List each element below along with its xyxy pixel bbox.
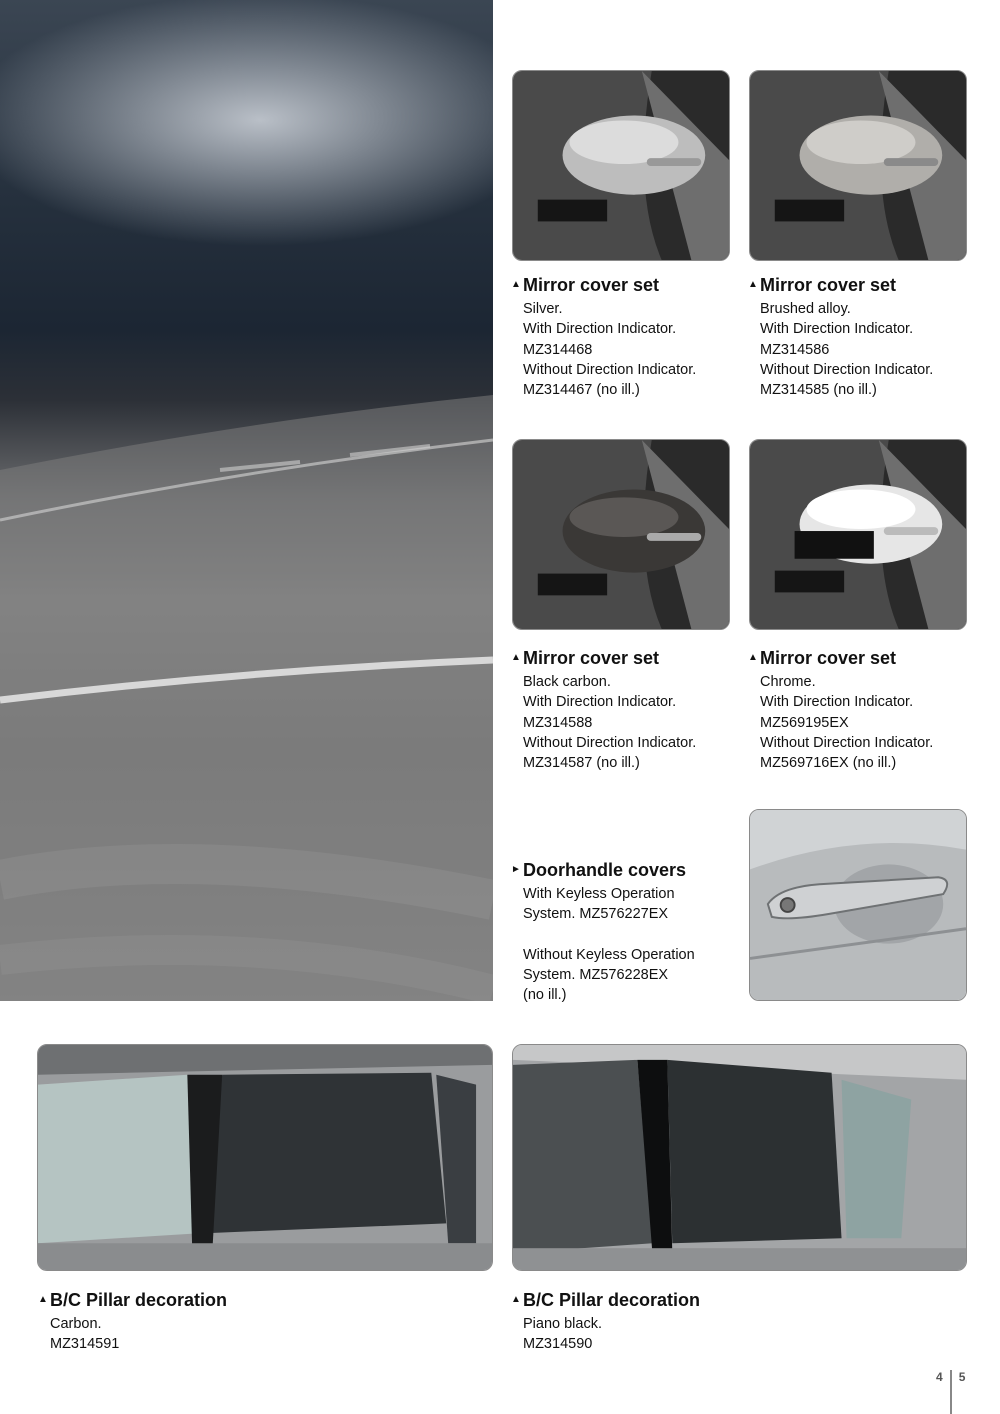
item-line: System. MZ576227EX [523,906,669,923]
item-line: Without Keyless Operation [523,946,695,963]
item-line: Without Direction Indicator. [760,361,934,378]
item-line [523,925,695,945]
item-pillar-piano-black [511,1289,700,1355]
item-line: With Direction Indicator. [523,694,677,711]
item-line: MZ314585 (no ill.) [760,382,877,399]
item-doorhandle-covers [511,859,695,1005]
item-line: MZ314586 [760,341,830,358]
item-line: Brushed alloy. [760,301,851,317]
page-number-right: 5 [958,1370,966,1384]
item-title-row [748,274,933,296]
item-line: MZ314587 (no ill.) [523,755,640,772]
triangle-up-icon: ▲ [511,279,521,290]
page-number-divider [950,1370,952,1414]
triangle-up-icon: ▲ [511,1294,521,1305]
item-line: MZ314468 [523,341,593,358]
item-line: Silver. [523,301,563,317]
item-line: Piano black. [523,1316,602,1332]
page-numbers [936,1370,965,1414]
item-title: B/C Pillar decoration [50,1290,228,1310]
item-title-row [511,647,696,669]
item-line: With Direction Indicator. [523,321,677,338]
triangle-up-icon: ▲ [38,1294,48,1305]
item-line: Without Direction Indicator. [523,734,697,751]
doorhandle-photo [749,809,967,1001]
triangle-up-icon: ▲ [748,279,758,290]
item-title: Mirror cover set [523,275,660,295]
mirror-brushed-alloy-photo [749,70,967,261]
item-title: Mirror cover set [760,648,897,668]
triangle-up-icon: ▲ [748,652,758,663]
item-mirror-silver [511,274,696,400]
item-line: MZ314591 [50,1336,120,1353]
pillar-carbon-photo [37,1044,493,1271]
page-number-left: 4 [936,1370,943,1384]
item-line: Black carbon. [523,674,611,690]
item-title-row [511,1289,700,1311]
item-title-row [511,274,696,296]
item-mirror-brushed-alloy [748,274,933,400]
hero-road-image [0,0,493,1001]
item-title-row [511,859,695,881]
item-mirror-black-carbon [511,647,696,773]
item-pillar-carbon [38,1289,227,1355]
item-line: With Direction Indicator. [760,694,914,711]
item-title: Doorhandle covers [523,860,687,880]
item-line: Carbon. [50,1316,102,1332]
item-title-row [38,1289,227,1311]
item-line: MZ569195EX [760,714,849,731]
item-line: MZ569716EX (no ill.) [760,755,897,772]
pillar-piano-black-photo [512,1044,967,1271]
item-line: Chrome. [760,674,816,690]
item-line: MZ314588 [523,714,593,731]
item-title-row [748,647,933,669]
item-line: (no ill.) [523,987,567,1004]
item-line: MZ314590 [523,1336,593,1353]
mirror-black-carbon-photo [512,439,730,630]
mirror-silver-photo [512,70,730,261]
item-title: Mirror cover set [523,648,660,668]
triangle-up-icon: ▲ [511,652,521,663]
triangle-right-icon: ► [511,864,521,875]
item-line: Without Direction Indicator. [760,734,934,751]
item-line: MZ314467 (no ill.) [523,382,640,399]
item-line: With Keyless Operation [523,886,675,902]
item-line: System. MZ576228EX [523,966,669,983]
item-title: Mirror cover set [760,275,897,295]
item-title: B/C Pillar decoration [523,1290,701,1310]
item-line: Without Direction Indicator. [523,361,697,378]
item-mirror-chrome [748,647,933,773]
mirror-chrome-photo [749,439,967,630]
item-line: With Direction Indicator. [760,321,914,338]
